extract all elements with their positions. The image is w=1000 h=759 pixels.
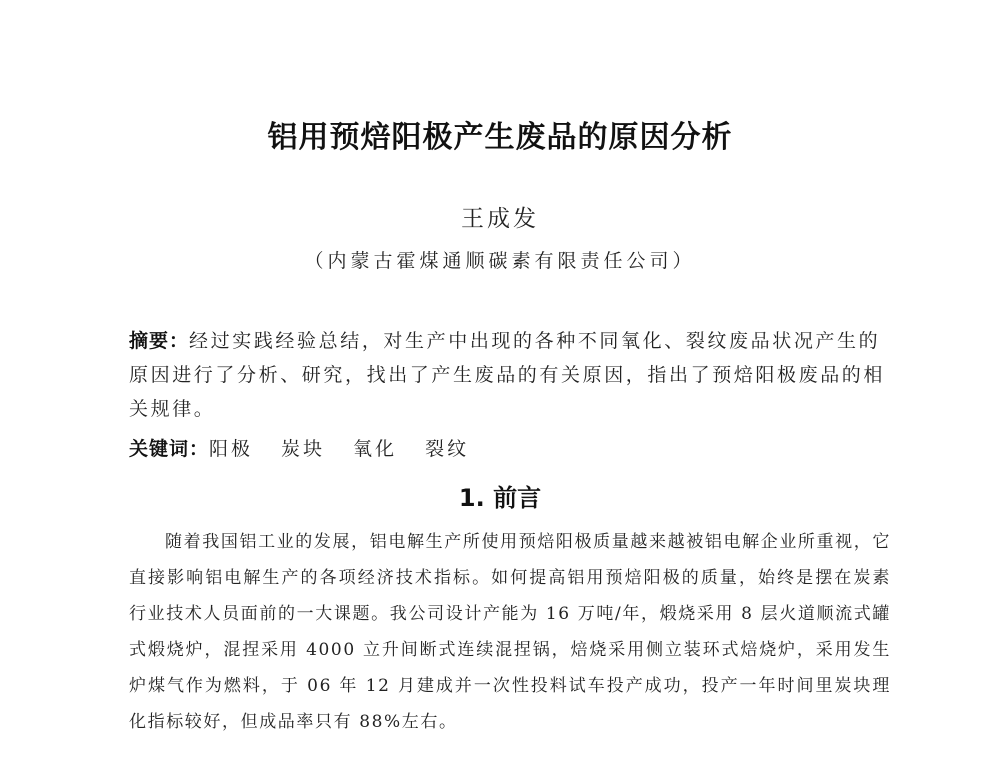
paper-title: 铝用预焙阳极产生废品的原因分析 (267, 120, 733, 155)
keywords-label: 关键词： (129, 438, 210, 460)
introduction-paragraph: 随着我国铝工业的发展，铝电解生产所使用预焙阳极质量越来越被铝电解企业所重视，它直接影响铝电解生产的各项经济技术指标。如何提高铝用预焙阳极的质量，始终是摆在炭素行业技术人员面前的一大课题。我公司设计产能为 16 万吨/年，煅烧采用 8 层火道顺流式罐式煅烧炉，混捏采用 4000 立升间断式连续混捏锅，焙烧采用侧立装环式焙烧炉，采用发生炉煤气作为燃料，于 06 年 12 月建成并一次性投料试车投产成功，投产一年时间里炭块理化指标较好，但成品率只有 88%左右。 (129, 532, 891, 732)
keyword-item: 阳极 (209, 438, 254, 460)
keyword-item: 炭块 (281, 438, 326, 460)
author-name: 王成发 (461, 206, 539, 232)
abstract (129, 324, 894, 426)
keyword-item: 裂纹 (425, 438, 470, 460)
section-heading-introduction: 1. 前言 (458, 484, 542, 512)
author-affiliation: （内蒙古霍煤通顺碳素有限责任公司） (304, 250, 696, 272)
abstract-label: 摘要： (129, 330, 190, 352)
keywords (129, 434, 497, 464)
abstract-text: 经过实践经验总结，对生产中出现的各种不同氧化、裂纹废品状况产生的原因进行了分析、研究，找出了产生废品的有关原因，指出了预焙阳极废品的相关规律。 (129, 330, 886, 420)
keyword-item: 氧化 (353, 438, 398, 460)
